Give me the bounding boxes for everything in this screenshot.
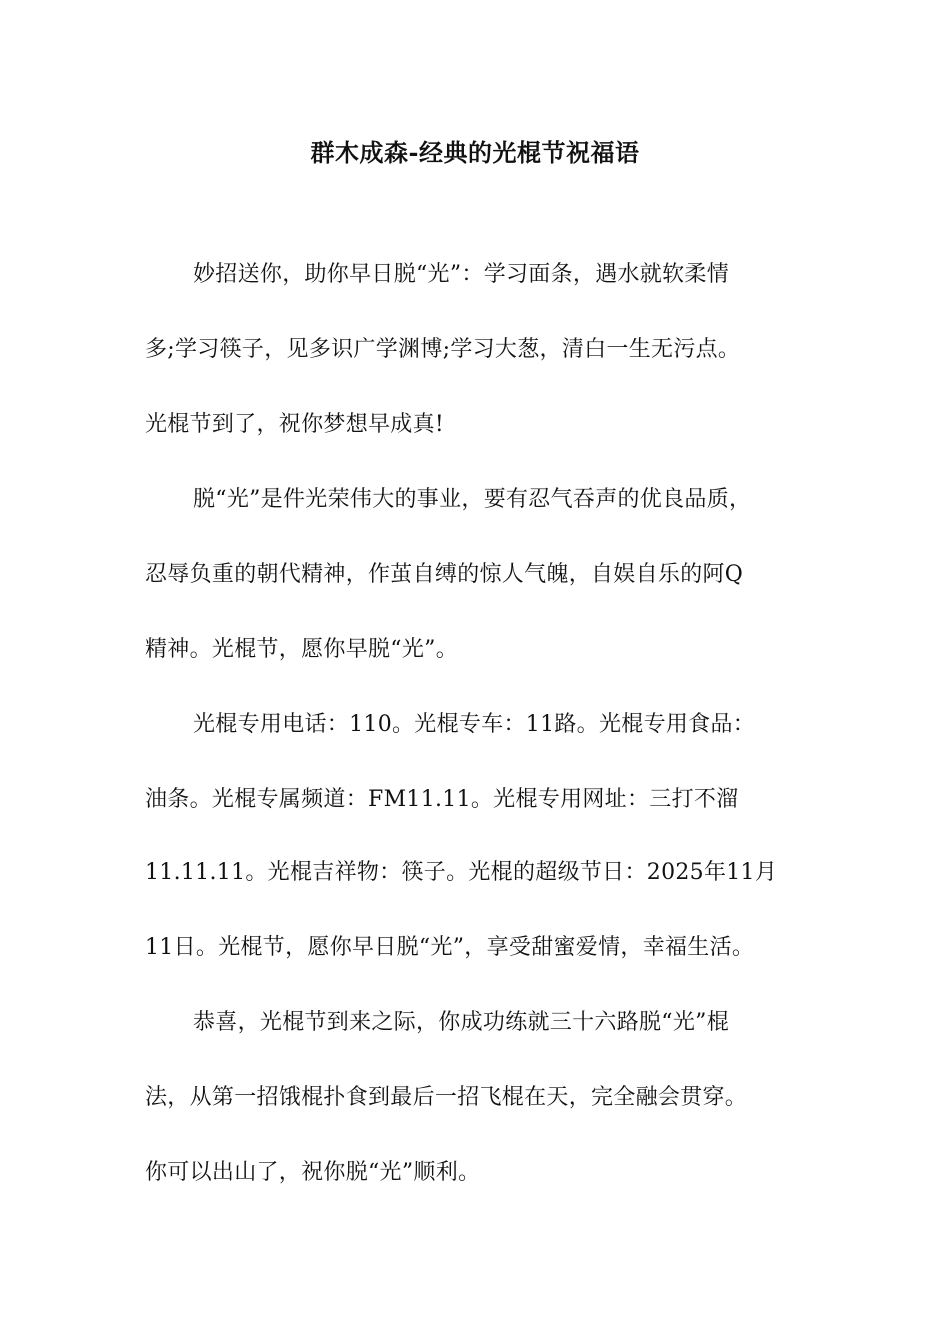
paragraph-3-line-3: 11.11.11。光棍吉祥物：筷子。光棍的超级节日：2025年11月 — [145, 860, 778, 885]
paragraph-1-line-3: 光棍节到了，祝你梦想早成真! — [145, 412, 445, 437]
paragraph-3-line-1: 光棍专用电话：110。光棍专车：11路。光棍专用食品： — [193, 712, 756, 737]
paragraph-2-line-1: 脱“光”是件光荣伟大的事业，要有忍气吞声的优良品质， — [193, 487, 752, 512]
document-title: 群木成森-经典的光棍节祝福语 — [310, 138, 640, 167]
paragraph-4-line-2: 法，从第一招饿棍扑食到最后一招飞棍在天，完全融会贯穿。 — [145, 1085, 748, 1110]
paragraph-3-line-2: 油条。光棍专属频道：FM11.11。光棍专用网址：三打不溜 — [145, 787, 739, 812]
paragraph-2-line-3: 精神。光棍节，愿你早脱“光”。 — [145, 637, 458, 662]
paragraph-3-line-4: 11日。光棍节，愿你早日脱“光”，享受甜蜜爱情，幸福生活。 — [145, 935, 755, 960]
paragraph-1-line-2: 多;学习筷子，见多识广学渊博;学习大葱，清白一生无污点。 — [145, 337, 741, 362]
paragraph-2-line-2: 忍辱负重的朝代精神，作茧自缚的惊人气魄，自娱自乐的阿Q — [145, 562, 744, 587]
paragraph-1-line-1: 妙招送你，助你早日脱“光”：学习面条，遇水就软柔情 — [193, 262, 729, 287]
paragraph-4-line-3: 你可以出山了，祝你脱“光”顺利。 — [145, 1160, 481, 1185]
paragraph-4-line-1: 恭喜，光棍节到来之际，你成功练就三十六路脱“光”棍 — [193, 1010, 729, 1035]
